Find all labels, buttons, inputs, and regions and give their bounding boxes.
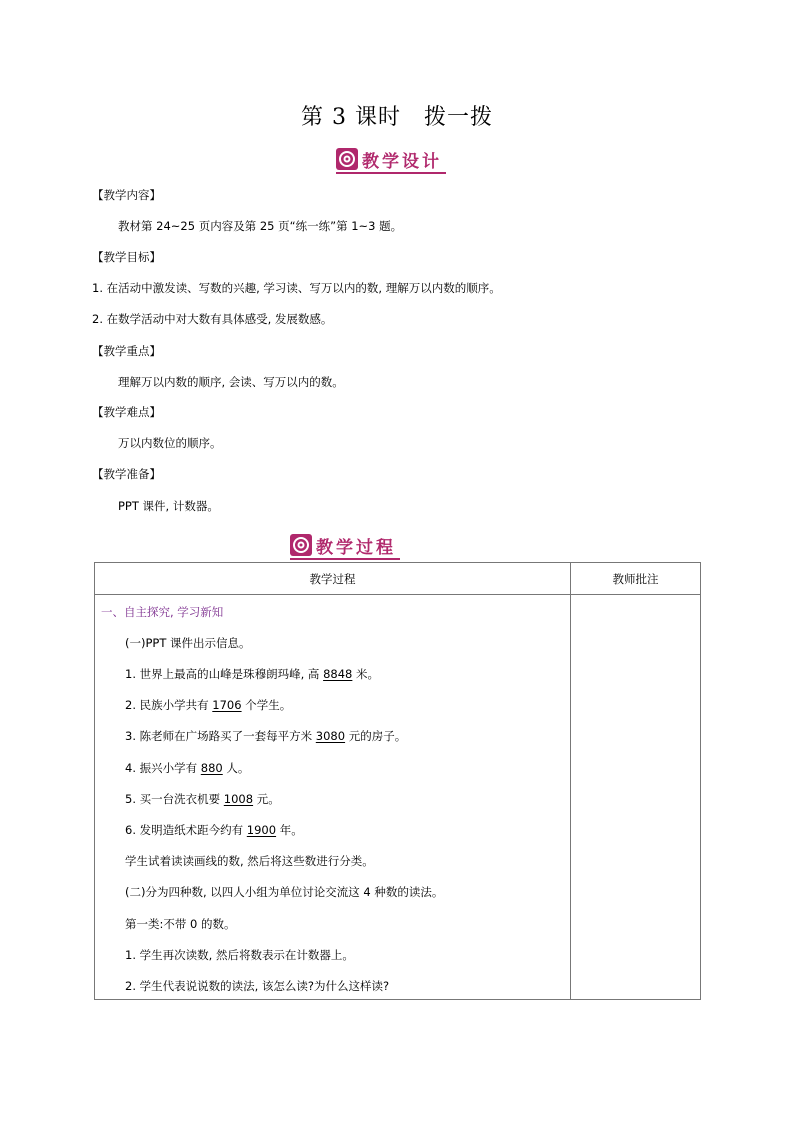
step-heading: (二)分为四种数, 以四人小组为单位讨论交流这 4 种数的读法。 (125, 885, 444, 899)
goal-item: 2. 在数学活动中对大数有具体感受, 发展数感。 (92, 312, 333, 326)
swirl-logo-icon (290, 534, 312, 556)
info-item: 6. 发明造纸术距今约有 1900 年。 (125, 823, 303, 837)
page-title: 第 3 课时 拨一拨 (301, 105, 493, 130)
teaching-design-banner (336, 146, 446, 174)
info-item: 1. 世界上最高的山峰是珠穆朗玛峰, 高 8848 米。 (125, 667, 380, 681)
teaching-process-table (94, 562, 701, 1000)
underlined-number: 1706 (212, 698, 242, 712)
notes-cell (571, 595, 701, 1000)
category-heading: 第一类:不带 0 的数。 (125, 917, 236, 931)
process-cell (95, 595, 571, 1000)
preparation-heading: 【教学准备】 (92, 467, 161, 481)
info-item: 4. 振兴小学有 880 人。 (125, 761, 250, 775)
section-title: 一、自主探究, 学习新知 (101, 605, 224, 619)
goal-item: 1. 在活动中激发读、写数的兴趣, 学习读、写万以内的数, 理解万以内数的顺序。 (92, 281, 501, 295)
info-item: 5. 买一台洗衣机要 1008 元。 (125, 792, 280, 806)
underlined-number: 880 (200, 761, 223, 775)
column-header-process: 教学过程 (95, 563, 571, 595)
underlined-number: 8848 (323, 667, 353, 681)
sub-item: 2. 学生代表说说数的读法, 该怎么读?为什么这样读? (125, 979, 390, 993)
teaching-design-label: 教学设计 (362, 151, 442, 172)
underlined-number: 3080 (315, 729, 346, 743)
teaching-process-label: 教学过程 (316, 537, 396, 558)
difficulties-text: 万以内数位的顺序。 (118, 436, 222, 450)
swirl-logo-icon (336, 148, 358, 170)
content-text: 教材第 24~25 页内容及第 25 页“练一练”第 1~3 题。 (118, 219, 403, 233)
column-header-notes: 教师批注 (571, 563, 701, 595)
content-heading: 【教学内容】 (92, 188, 161, 202)
underlined-number: 1900 (246, 823, 277, 837)
difficulties-heading: 【教学难点】 (92, 405, 161, 419)
instruction-text: 学生试着读读画线的数, 然后将这些数进行分类。 (125, 854, 374, 868)
key-points-text: 理解万以内数的顺序, 会读、写万以内的数。 (118, 375, 344, 389)
sub-item: 1. 学生再次读数, 然后将数表示在计数器上。 (125, 948, 354, 962)
goals-heading: 【教学目标】 (92, 250, 161, 264)
key-points-heading: 【教学重点】 (92, 344, 161, 358)
step-heading: (一)PPT 课件出示信息。 (125, 636, 251, 650)
underlined-number: 1008 (223, 792, 254, 806)
preparation-text: PPT 课件, 计数器。 (118, 499, 219, 513)
info-item: 3. 陈老师在广场路买了一套每平方米 3080 元的房子。 (125, 729, 407, 743)
teaching-process-banner (290, 532, 400, 560)
info-item: 2. 民族小学共有 1706 个学生。 (125, 698, 292, 712)
